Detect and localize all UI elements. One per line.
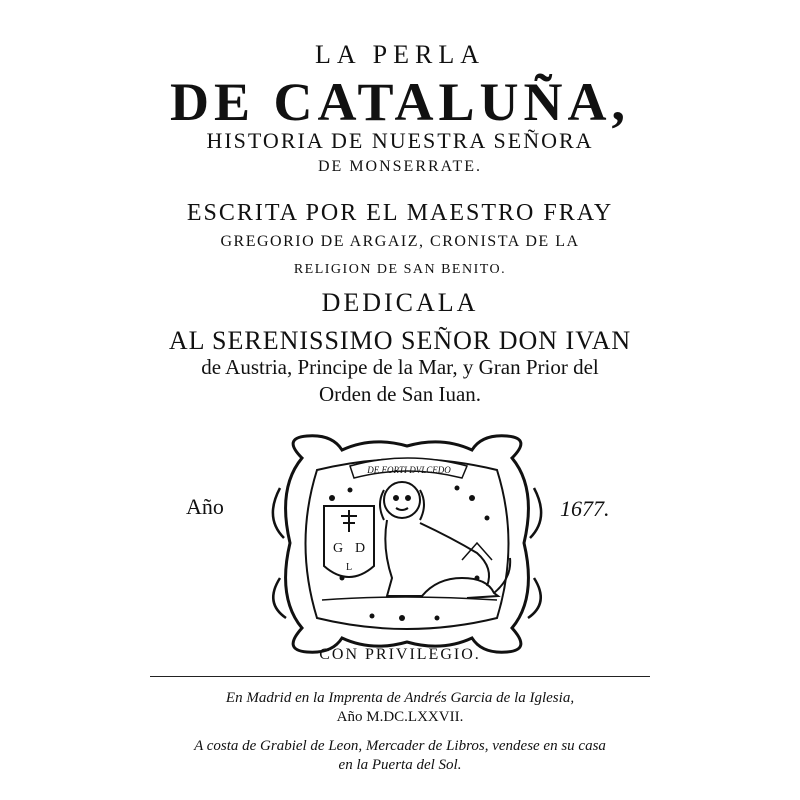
author-line-1: ESCRITA POR EL MAESTRO FRAY <box>186 200 614 226</box>
title-line-3: HISTORIA DE NUESTRA SEÑORA <box>206 128 594 153</box>
dedication-line-2: AL SERENISSIMO SEÑOR DON IVAN <box>168 326 632 355</box>
shield-letter-1: G <box>332 541 344 556</box>
year-value: 1677. <box>560 496 610 521</box>
shield <box>324 506 374 577</box>
imprint-line-1: En Madrid en la Imprenta de Andrés Garcia de la Iglesia, <box>225 690 575 706</box>
lion-icon <box>380 482 510 598</box>
title-line-1: LA PERLA <box>314 40 486 69</box>
title-line-4: DE MONSERRATE. <box>317 158 482 175</box>
year-label: Año <box>186 494 224 519</box>
emblem-motto: DE FORTI DVLCEDO <box>367 465 451 475</box>
imprint-line-3: A costa de Grabiel de Leon, Mercader de Libros, vendese en su casa <box>194 738 606 754</box>
shield-letter-3: L <box>345 562 353 573</box>
imprint-line-4: en la Puerta del Sol. <box>338 757 462 773</box>
printers-emblem <box>262 428 552 658</box>
dedication-line-3: de Austria, Principe de la Mar, y Gran Prior del <box>201 355 599 379</box>
shield-letter-2: D <box>354 541 366 556</box>
dedication-line-4: Orden de San Iuan. <box>318 382 482 406</box>
main-title: DE CATALUÑA, <box>169 72 631 132</box>
divider <box>150 676 650 677</box>
author-line-3: RELIGION DE SAN BENITO. <box>293 262 507 277</box>
imprint-line-2: Año M.DC.LXXVII. <box>336 709 464 725</box>
author-line-2: GREGORIO DE ARGAIZ, CRONISTA DE LA <box>220 233 580 250</box>
privilege-notice: CON PRIVILEGIO. <box>319 646 481 663</box>
dedication-heading: DEDICALA <box>321 288 479 317</box>
